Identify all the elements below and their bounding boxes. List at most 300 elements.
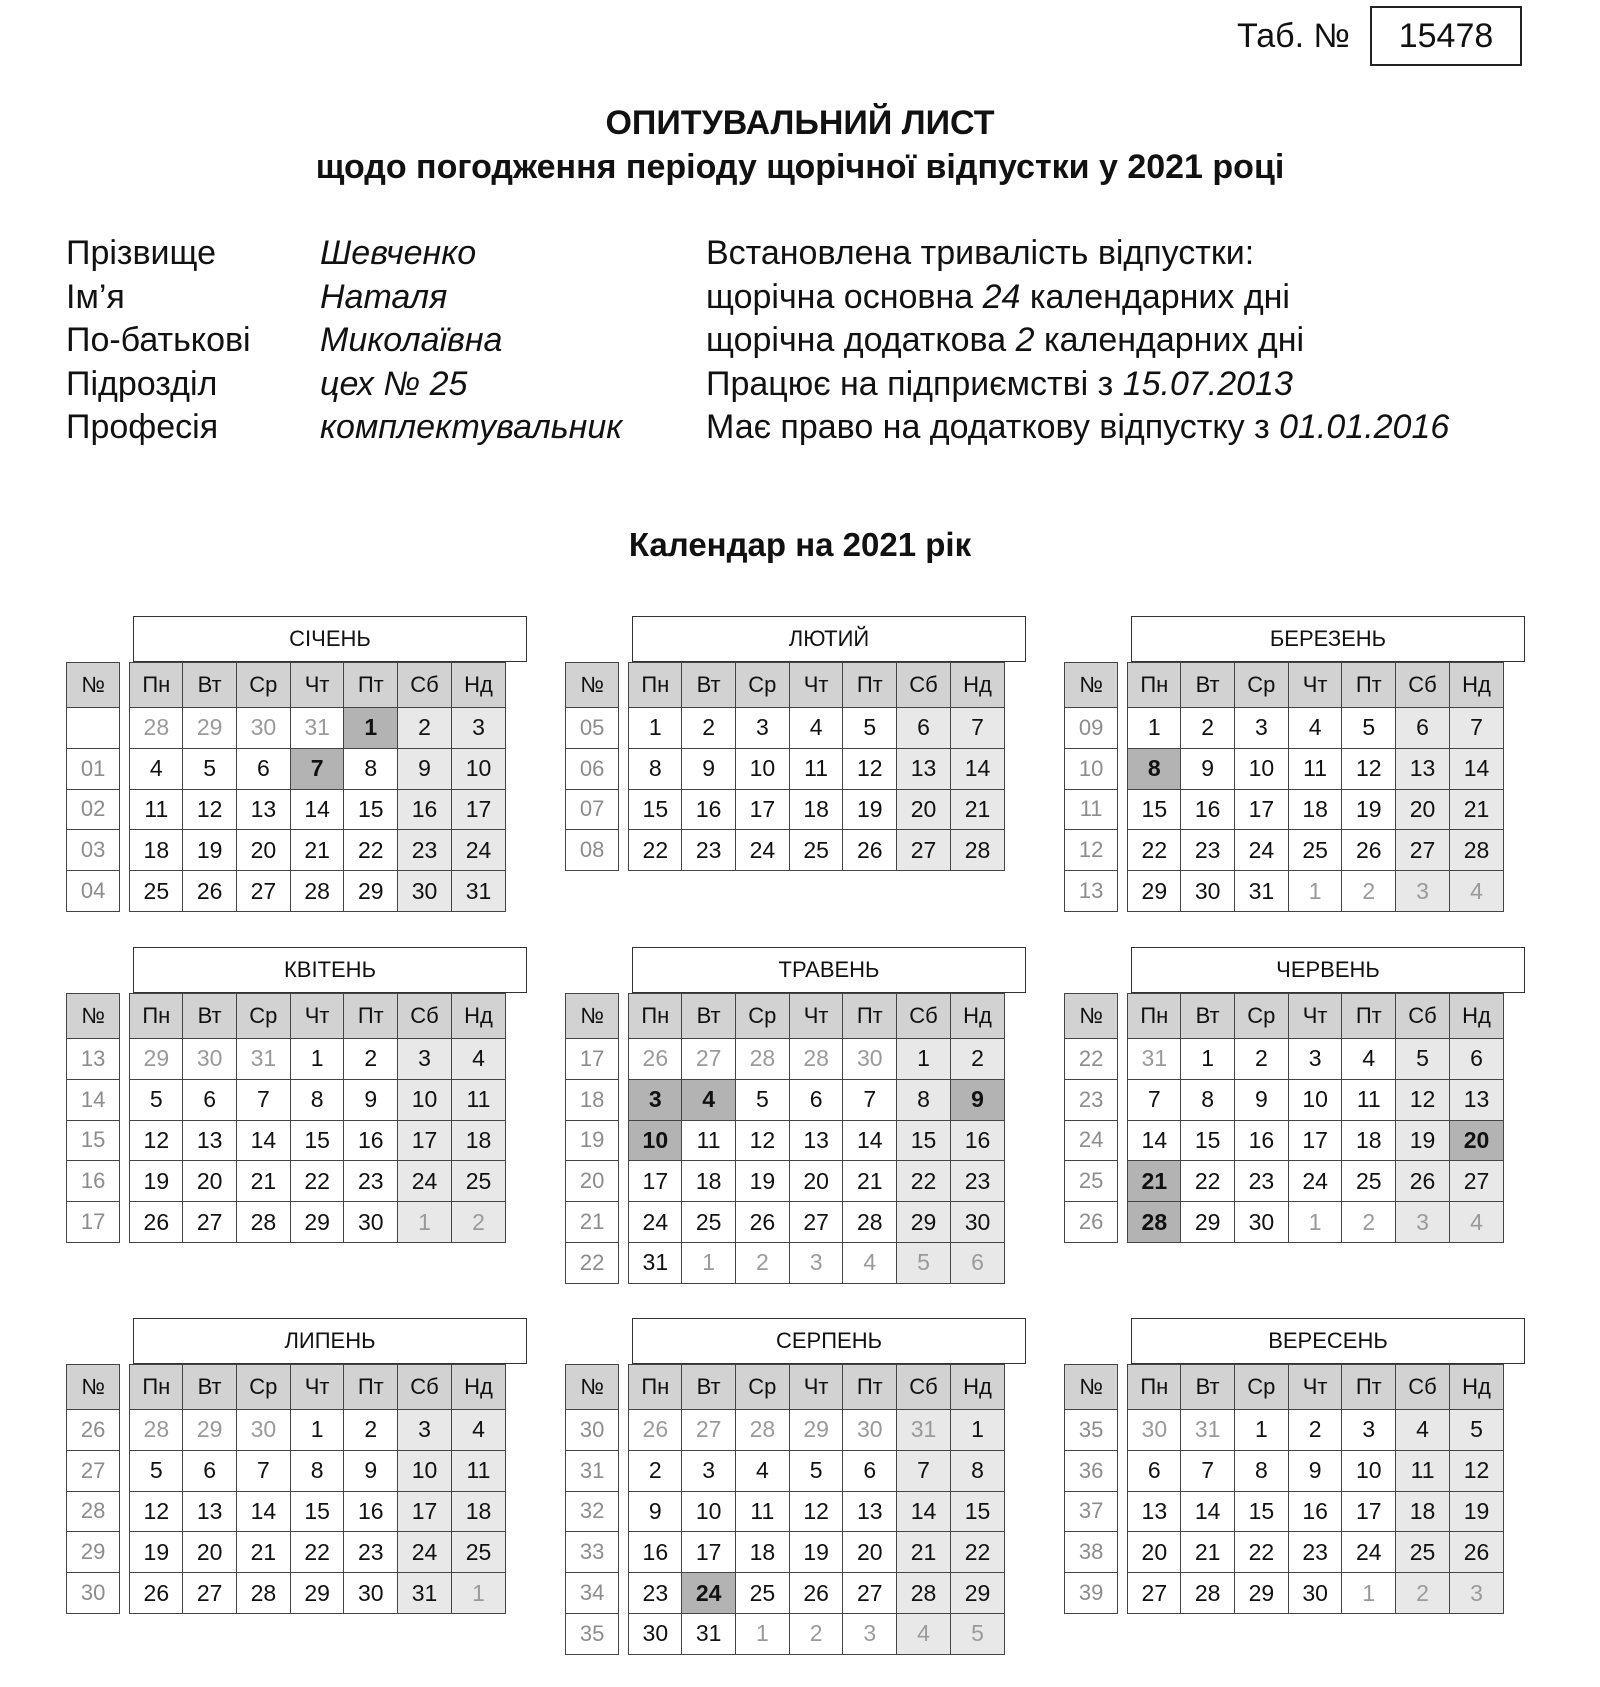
day-cell[interactable]: 15 [897, 1121, 951, 1162]
day-cell[interactable]: 19 [843, 790, 897, 831]
day-cell[interactable]: 30 [344, 1573, 398, 1614]
day-cell[interactable]: 20 [1396, 790, 1450, 831]
day-cell[interactable]: 16 [1181, 790, 1235, 831]
day-cell[interactable]: 13 [1127, 1492, 1181, 1533]
day-cell[interactable]: 27 [843, 1573, 897, 1614]
day-cell[interactable]: 12 [736, 1121, 790, 1162]
day-cell[interactable]: 9 [344, 1080, 398, 1121]
day-cell[interactable]: 3 [452, 708, 506, 749]
day-cell[interactable]: 31 [237, 1039, 291, 1080]
day-cell[interactable]: 27 [682, 1039, 736, 1080]
day-cell[interactable]: 17 [1342, 1492, 1396, 1533]
day-cell[interactable]: 22 [291, 1532, 345, 1573]
day-cell[interactable]: 5 [1450, 1410, 1504, 1451]
selected-day-cell[interactable]: 24 [682, 1573, 736, 1614]
day-cell[interactable]: 30 [1235, 1202, 1289, 1243]
day-cell[interactable]: 17 [452, 790, 506, 831]
day-cell[interactable]: 8 [951, 1451, 1005, 1492]
day-cell[interactable]: 28 [790, 1039, 844, 1080]
day-cell[interactable]: 24 [1289, 1161, 1343, 1202]
day-cell[interactable]: 15 [628, 790, 682, 831]
day-cell[interactable]: 15 [1127, 790, 1181, 831]
day-cell[interactable]: 3 [1396, 871, 1450, 912]
day-cell[interactable]: 22 [628, 830, 682, 871]
day-cell[interactable]: 27 [1450, 1161, 1504, 1202]
day-cell[interactable]: 8 [1235, 1451, 1289, 1492]
day-cell[interactable]: 29 [1235, 1573, 1289, 1614]
day-cell[interactable]: 7 [843, 1080, 897, 1121]
day-cell[interactable]: 28 [291, 871, 345, 912]
day-cell[interactable]: 27 [183, 1202, 237, 1243]
day-cell[interactable]: 26 [628, 1410, 682, 1451]
day-cell[interactable]: 24 [1235, 830, 1289, 871]
day-cell[interactable]: 14 [1127, 1121, 1181, 1162]
day-cell[interactable]: 2 [1181, 708, 1235, 749]
day-cell[interactable]: 3 [1396, 1202, 1450, 1243]
day-cell[interactable]: 15 [1181, 1121, 1235, 1162]
day-cell[interactable]: 18 [790, 790, 844, 831]
day-cell[interactable]: 2 [1235, 1039, 1289, 1080]
day-cell[interactable]: 21 [1450, 790, 1504, 831]
day-cell[interactable]: 7 [951, 708, 1005, 749]
day-cell[interactable]: 10 [452, 749, 506, 790]
day-cell[interactable]: 19 [790, 1532, 844, 1573]
day-cell[interactable]: 29 [344, 871, 398, 912]
day-cell[interactable]: 2 [951, 1039, 1005, 1080]
day-cell[interactable]: 10 [398, 1451, 452, 1492]
day-cell[interactable]: 3 [790, 1243, 844, 1284]
day-cell[interactable]: 24 [398, 1161, 452, 1202]
day-cell[interactable]: 3 [843, 1614, 897, 1655]
day-cell[interactable]: 10 [398, 1080, 452, 1121]
selected-day-cell[interactable]: 9 [951, 1080, 1005, 1121]
day-cell[interactable]: 16 [1235, 1121, 1289, 1162]
day-cell[interactable]: 27 [897, 830, 951, 871]
day-cell[interactable]: 26 [790, 1573, 844, 1614]
day-cell[interactable]: 1 [951, 1410, 1005, 1451]
day-cell[interactable]: 24 [736, 830, 790, 871]
day-cell[interactable]: 6 [1450, 1039, 1504, 1080]
day-cell[interactable]: 2 [452, 1202, 506, 1243]
day-cell[interactable]: 4 [1289, 708, 1343, 749]
day-cell[interactable]: 20 [790, 1161, 844, 1202]
selected-day-cell[interactable]: 10 [628, 1121, 682, 1162]
day-cell[interactable]: 2 [344, 1410, 398, 1451]
day-cell[interactable]: 26 [129, 1573, 183, 1614]
day-cell[interactable]: 12 [1342, 749, 1396, 790]
day-cell[interactable]: 20 [183, 1161, 237, 1202]
day-cell[interactable]: 7 [897, 1451, 951, 1492]
day-cell[interactable]: 6 [843, 1451, 897, 1492]
day-cell[interactable]: 3 [1235, 708, 1289, 749]
selected-day-cell[interactable]: 1 [344, 708, 398, 749]
selected-day-cell[interactable]: 4 [682, 1080, 736, 1121]
day-cell[interactable]: 28 [237, 1573, 291, 1614]
day-cell[interactable]: 13 [237, 790, 291, 831]
day-cell[interactable]: 25 [790, 830, 844, 871]
day-cell[interactable]: 30 [1181, 871, 1235, 912]
day-cell[interactable]: 30 [237, 1410, 291, 1451]
day-cell[interactable]: 12 [129, 1121, 183, 1162]
day-cell[interactable]: 4 [1450, 1202, 1504, 1243]
day-cell[interactable]: 25 [452, 1532, 506, 1573]
day-cell[interactable]: 14 [237, 1121, 291, 1162]
day-cell[interactable]: 26 [1342, 830, 1396, 871]
day-cell[interactable]: 26 [1450, 1532, 1504, 1573]
day-cell[interactable]: 31 [1235, 871, 1289, 912]
day-cell[interactable]: 11 [790, 749, 844, 790]
day-cell[interactable]: 13 [183, 1121, 237, 1162]
day-cell[interactable]: 27 [183, 1573, 237, 1614]
day-cell[interactable]: 9 [1235, 1080, 1289, 1121]
day-cell[interactable]: 1 [1289, 871, 1343, 912]
selected-day-cell[interactable]: 20 [1450, 1121, 1504, 1162]
day-cell[interactable]: 2 [628, 1451, 682, 1492]
day-cell[interactable]: 4 [736, 1451, 790, 1492]
day-cell[interactable]: 18 [452, 1492, 506, 1533]
day-cell[interactable]: 10 [1289, 1080, 1343, 1121]
day-cell[interactable]: 30 [843, 1410, 897, 1451]
day-cell[interactable]: 8 [628, 749, 682, 790]
day-cell[interactable]: 16 [628, 1532, 682, 1573]
day-cell[interactable]: 4 [129, 749, 183, 790]
day-cell[interactable]: 19 [183, 830, 237, 871]
day-cell[interactable]: 5 [736, 1080, 790, 1121]
day-cell[interactable]: 31 [1127, 1039, 1181, 1080]
day-cell[interactable]: 29 [1127, 871, 1181, 912]
day-cell[interactable]: 26 [1396, 1161, 1450, 1202]
day-cell[interactable]: 25 [1289, 830, 1343, 871]
day-cell[interactable]: 29 [183, 1410, 237, 1451]
day-cell[interactable]: 5 [790, 1451, 844, 1492]
day-cell[interactable]: 20 [843, 1532, 897, 1573]
day-cell[interactable]: 31 [1181, 1410, 1235, 1451]
day-cell[interactable]: 3 [1450, 1573, 1504, 1614]
day-cell[interactable]: 13 [897, 749, 951, 790]
day-cell[interactable]: 14 [843, 1121, 897, 1162]
day-cell[interactable]: 3 [398, 1410, 452, 1451]
day-cell[interactable]: 19 [129, 1161, 183, 1202]
day-cell[interactable]: 9 [344, 1451, 398, 1492]
day-cell[interactable]: 24 [398, 1532, 452, 1573]
day-cell[interactable]: 23 [682, 830, 736, 871]
day-cell[interactable]: 5 [843, 708, 897, 749]
day-cell[interactable]: 1 [291, 1039, 345, 1080]
day-cell[interactable]: 16 [951, 1121, 1005, 1162]
day-cell[interactable]: 6 [951, 1243, 1005, 1284]
day-cell[interactable]: 28 [1181, 1573, 1235, 1614]
day-cell[interactable]: 9 [1289, 1451, 1343, 1492]
day-cell[interactable]: 29 [183, 708, 237, 749]
day-cell[interactable]: 1 [291, 1410, 345, 1451]
day-cell[interactable]: 26 [183, 871, 237, 912]
day-cell[interactable]: 14 [291, 790, 345, 831]
day-cell[interactable]: 18 [1396, 1492, 1450, 1533]
day-cell[interactable]: 11 [1289, 749, 1343, 790]
day-cell[interactable]: 22 [1235, 1532, 1289, 1573]
day-cell[interactable]: 13 [843, 1492, 897, 1533]
day-cell[interactable]: 9 [398, 749, 452, 790]
day-cell[interactable]: 17 [736, 790, 790, 831]
day-cell[interactable]: 28 [1450, 830, 1504, 871]
day-cell[interactable]: 6 [183, 1451, 237, 1492]
day-cell[interactable]: 17 [1235, 790, 1289, 831]
day-cell[interactable]: 25 [129, 871, 183, 912]
day-cell[interactable]: 5 [129, 1080, 183, 1121]
day-cell[interactable]: 23 [344, 1161, 398, 1202]
day-cell[interactable]: 16 [398, 790, 452, 831]
day-cell[interactable]: 10 [736, 749, 790, 790]
day-cell[interactable]: 17 [398, 1121, 452, 1162]
day-cell[interactable]: 6 [1127, 1451, 1181, 1492]
day-cell[interactable]: 19 [1396, 1121, 1450, 1162]
day-cell[interactable]: 1 [1235, 1410, 1289, 1451]
day-cell[interactable]: 7 [1127, 1080, 1181, 1121]
day-cell[interactable]: 27 [1396, 830, 1450, 871]
day-cell[interactable]: 21 [897, 1532, 951, 1573]
day-cell[interactable]: 16 [344, 1121, 398, 1162]
day-cell[interactable]: 16 [1289, 1492, 1343, 1533]
day-cell[interactable]: 1 [398, 1202, 452, 1243]
day-cell[interactable]: 3 [736, 708, 790, 749]
day-cell[interactable]: 12 [129, 1492, 183, 1533]
day-cell[interactable]: 11 [682, 1121, 736, 1162]
day-cell[interactable]: 15 [291, 1121, 345, 1162]
day-cell[interactable]: 18 [452, 1121, 506, 1162]
day-cell[interactable]: 2 [736, 1243, 790, 1284]
day-cell[interactable]: 21 [237, 1161, 291, 1202]
day-cell[interactable]: 25 [736, 1573, 790, 1614]
day-cell[interactable]: 11 [1396, 1451, 1450, 1492]
day-cell[interactable]: 17 [628, 1161, 682, 1202]
day-cell[interactable]: 16 [682, 790, 736, 831]
day-cell[interactable]: 8 [344, 749, 398, 790]
day-cell[interactable]: 20 [1127, 1532, 1181, 1573]
day-cell[interactable]: 22 [897, 1161, 951, 1202]
day-cell[interactable]: 8 [1181, 1080, 1235, 1121]
day-cell[interactable]: 25 [1396, 1532, 1450, 1573]
day-cell[interactable]: 1 [1127, 708, 1181, 749]
day-cell[interactable]: 20 [897, 790, 951, 831]
day-cell[interactable]: 6 [897, 708, 951, 749]
day-cell[interactable]: 29 [1181, 1202, 1235, 1243]
day-cell[interactable]: 2 [790, 1614, 844, 1655]
day-cell[interactable]: 31 [897, 1410, 951, 1451]
day-cell[interactable]: 11 [1342, 1080, 1396, 1121]
day-cell[interactable]: 1 [1181, 1039, 1235, 1080]
selected-day-cell[interactable]: 3 [628, 1080, 682, 1121]
day-cell[interactable]: 27 [682, 1410, 736, 1451]
day-cell[interactable]: 2 [344, 1039, 398, 1080]
day-cell[interactable]: 1 [452, 1573, 506, 1614]
day-cell[interactable]: 11 [129, 790, 183, 831]
day-cell[interactable]: 18 [736, 1532, 790, 1573]
day-cell[interactable]: 28 [951, 830, 1005, 871]
day-cell[interactable]: 25 [1342, 1161, 1396, 1202]
day-cell[interactable]: 13 [183, 1492, 237, 1533]
day-cell[interactable]: 13 [790, 1121, 844, 1162]
day-cell[interactable]: 14 [237, 1492, 291, 1533]
day-cell[interactable]: 19 [1342, 790, 1396, 831]
day-cell[interactable]: 2 [1342, 871, 1396, 912]
day-cell[interactable]: 2 [1289, 1410, 1343, 1451]
day-cell[interactable]: 7 [237, 1451, 291, 1492]
day-cell[interactable]: 29 [291, 1202, 345, 1243]
day-cell[interactable]: 30 [628, 1614, 682, 1655]
day-cell[interactable]: 22 [1127, 830, 1181, 871]
day-cell[interactable]: 28 [237, 1202, 291, 1243]
day-cell[interactable]: 31 [628, 1243, 682, 1284]
day-cell[interactable]: 27 [237, 871, 291, 912]
day-cell[interactable]: 25 [682, 1202, 736, 1243]
day-cell[interactable]: 10 [1235, 749, 1289, 790]
day-cell[interactable]: 2 [398, 708, 452, 749]
day-cell[interactable]: 23 [344, 1532, 398, 1573]
day-cell[interactable]: 28 [736, 1039, 790, 1080]
day-cell[interactable]: 4 [1342, 1039, 1396, 1080]
day-cell[interactable]: 29 [129, 1039, 183, 1080]
day-cell[interactable]: 1 [628, 708, 682, 749]
day-cell[interactable]: 22 [291, 1161, 345, 1202]
day-cell[interactable]: 11 [452, 1451, 506, 1492]
day-cell[interactable]: 14 [1181, 1492, 1235, 1533]
day-cell[interactable]: 6 [790, 1080, 844, 1121]
day-cell[interactable]: 3 [682, 1451, 736, 1492]
day-cell[interactable]: 26 [129, 1202, 183, 1243]
day-cell[interactable]: 13 [1396, 749, 1450, 790]
day-cell[interactable]: 12 [843, 749, 897, 790]
day-cell[interactable]: 28 [736, 1410, 790, 1451]
day-cell[interactable]: 31 [398, 1573, 452, 1614]
day-cell[interactable]: 27 [1127, 1573, 1181, 1614]
day-cell[interactable]: 31 [682, 1614, 736, 1655]
day-cell[interactable]: 28 [897, 1573, 951, 1614]
day-cell[interactable]: 5 [897, 1243, 951, 1284]
day-cell[interactable]: 4 [790, 708, 844, 749]
day-cell[interactable]: 1 [736, 1614, 790, 1655]
day-cell[interactable]: 13 [1450, 1080, 1504, 1121]
day-cell[interactable]: 30 [237, 708, 291, 749]
day-cell[interactable]: 1 [682, 1243, 736, 1284]
day-cell[interactable]: 24 [1342, 1532, 1396, 1573]
day-cell[interactable]: 1 [1342, 1573, 1396, 1614]
day-cell[interactable]: 18 [682, 1161, 736, 1202]
day-cell[interactable]: 17 [1289, 1121, 1343, 1162]
day-cell[interactable]: 23 [951, 1161, 1005, 1202]
day-cell[interactable]: 17 [682, 1532, 736, 1573]
day-cell[interactable]: 1 [1289, 1202, 1343, 1243]
day-cell[interactable]: 30 [183, 1039, 237, 1080]
day-cell[interactable]: 7 [237, 1080, 291, 1121]
day-cell[interactable]: 11 [452, 1080, 506, 1121]
day-cell[interactable]: 21 [951, 790, 1005, 831]
day-cell[interactable]: 3 [1342, 1410, 1396, 1451]
day-cell[interactable]: 30 [1289, 1573, 1343, 1614]
day-cell[interactable]: 31 [291, 708, 345, 749]
day-cell[interactable]: 22 [1181, 1161, 1235, 1202]
day-cell[interactable]: 17 [398, 1492, 452, 1533]
day-cell[interactable]: 27 [790, 1202, 844, 1243]
day-cell[interactable]: 21 [843, 1161, 897, 1202]
day-cell[interactable]: 28 [129, 1410, 183, 1451]
day-cell[interactable]: 30 [843, 1039, 897, 1080]
day-cell[interactable]: 23 [1181, 830, 1235, 871]
day-cell[interactable]: 18 [129, 830, 183, 871]
day-cell[interactable]: 15 [344, 790, 398, 831]
day-cell[interactable]: 15 [1235, 1492, 1289, 1533]
day-cell[interactable]: 4 [452, 1039, 506, 1080]
day-cell[interactable]: 5 [1342, 708, 1396, 749]
day-cell[interactable]: 30 [398, 871, 452, 912]
day-cell[interactable]: 5 [951, 1614, 1005, 1655]
day-cell[interactable]: 8 [291, 1080, 345, 1121]
day-cell[interactable]: 20 [183, 1532, 237, 1573]
selected-day-cell[interactable]: 7 [291, 749, 345, 790]
day-cell[interactable]: 14 [951, 749, 1005, 790]
day-cell[interactable]: 5 [183, 749, 237, 790]
day-cell[interactable]: 11 [736, 1492, 790, 1533]
day-cell[interactable]: 12 [790, 1492, 844, 1533]
day-cell[interactable]: 2 [1342, 1202, 1396, 1243]
day-cell[interactable]: 29 [291, 1573, 345, 1614]
day-cell[interactable]: 4 [897, 1614, 951, 1655]
day-cell[interactable]: 24 [452, 830, 506, 871]
day-cell[interactable]: 20 [237, 830, 291, 871]
day-cell[interactable]: 15 [291, 1492, 345, 1533]
day-cell[interactable]: 2 [1396, 1573, 1450, 1614]
day-cell[interactable]: 9 [682, 749, 736, 790]
day-cell[interactable]: 6 [1396, 708, 1450, 749]
day-cell[interactable]: 3 [1289, 1039, 1343, 1080]
day-cell[interactable]: 12 [1450, 1451, 1504, 1492]
selected-day-cell[interactable]: 28 [1127, 1202, 1181, 1243]
day-cell[interactable]: 4 [1450, 871, 1504, 912]
day-cell[interactable]: 16 [344, 1492, 398, 1533]
day-cell[interactable]: 10 [1342, 1451, 1396, 1492]
day-cell[interactable]: 19 [1450, 1492, 1504, 1533]
day-cell[interactable]: 30 [951, 1202, 1005, 1243]
day-cell[interactable]: 12 [1396, 1080, 1450, 1121]
selected-day-cell[interactable]: 8 [1127, 749, 1181, 790]
day-cell[interactable]: 30 [1127, 1410, 1181, 1451]
day-cell[interactable]: 29 [790, 1410, 844, 1451]
day-cell[interactable]: 14 [897, 1492, 951, 1533]
day-cell[interactable]: 29 [951, 1573, 1005, 1614]
day-cell[interactable]: 9 [628, 1492, 682, 1533]
day-cell[interactable]: 22 [951, 1532, 1005, 1573]
day-cell[interactable]: 26 [736, 1202, 790, 1243]
day-cell[interactable]: 28 [129, 708, 183, 749]
day-cell[interactable]: 4 [452, 1410, 506, 1451]
day-cell[interactable]: 29 [897, 1202, 951, 1243]
day-cell[interactable]: 5 [1396, 1039, 1450, 1080]
day-cell[interactable]: 26 [843, 830, 897, 871]
day-cell[interactable]: 18 [1342, 1121, 1396, 1162]
day-cell[interactable]: 23 [1289, 1532, 1343, 1573]
day-cell[interactable]: 14 [1450, 749, 1504, 790]
day-cell[interactable]: 12 [183, 790, 237, 831]
day-cell[interactable]: 25 [452, 1161, 506, 1202]
day-cell[interactable]: 23 [628, 1573, 682, 1614]
day-cell[interactable]: 9 [1181, 749, 1235, 790]
day-cell[interactable]: 2 [682, 708, 736, 749]
day-cell[interactable]: 24 [628, 1202, 682, 1243]
day-cell[interactable]: 23 [1235, 1161, 1289, 1202]
day-cell[interactable]: 8 [897, 1080, 951, 1121]
day-cell[interactable]: 31 [452, 871, 506, 912]
day-cell[interactable]: 6 [183, 1080, 237, 1121]
day-cell[interactable]: 30 [344, 1202, 398, 1243]
